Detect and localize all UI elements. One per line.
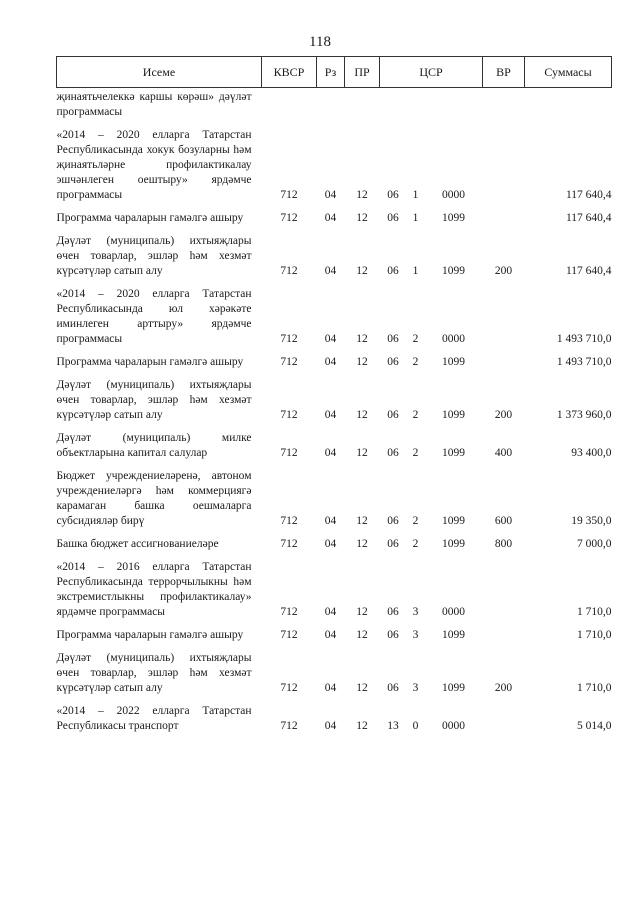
row-pr: 12 (356, 333, 368, 345)
table-row (57, 620, 612, 643)
row-sum: 1 493 710,0 (556, 333, 612, 345)
row-csr-program: 06 (387, 606, 399, 618)
table-row (57, 347, 612, 370)
table-row (57, 370, 612, 423)
row-name: җинаятьчелеккә каршы көрәш» дәүләт программасы (56, 91, 252, 118)
table-row (57, 88, 612, 121)
row-vr (483, 203, 525, 226)
table-row (57, 643, 612, 696)
row-sum: 1 373 960,0 (556, 409, 612, 421)
row-vr (483, 347, 525, 370)
row-rz: 04 (324, 629, 337, 641)
row-csr-subprogram: 3 (412, 682, 419, 694)
row-rz: 04 (324, 265, 337, 277)
row-sum (525, 88, 612, 121)
row-sum: 1 493 710,0 (556, 356, 612, 368)
header-csr: ЦСР (380, 57, 483, 88)
row-sum: 1 710,0 (577, 629, 612, 641)
row-csr-program: 06 (387, 682, 399, 694)
row-name: «2014 – 2016 елларга Татарстан Республикасында террорчылыкны һәм экстремистлыкны профилактикалау» ярдәмче программасы (56, 561, 252, 618)
row-csr-code: 1099 (442, 265, 465, 277)
row-vr: 200 (494, 409, 513, 421)
table-row (57, 203, 612, 226)
row-kvsr: 712 (280, 606, 298, 618)
row-vr (483, 620, 525, 643)
row-vr (483, 552, 525, 620)
row-csr-code: 0000 (442, 333, 465, 345)
header-name: Исеме (57, 57, 262, 88)
header-kvsr: КВСР (262, 57, 317, 88)
table-row (57, 120, 612, 203)
row-sum: 93 400,0 (571, 447, 612, 459)
row-sum: 1 710,0 (577, 606, 612, 618)
row-csr-subprogram: 2 (412, 515, 419, 527)
row-sum: 117 640,4 (565, 265, 612, 277)
row-rz: 04 (324, 333, 337, 345)
row-rz: 04 (324, 682, 337, 694)
row-rz: 04 (324, 212, 337, 224)
row-kvsr: 712 (280, 720, 298, 732)
row-csr-subprogram: 1 (412, 212, 419, 224)
row-name: Программа чараларын гамәлгә ашыру (56, 356, 244, 368)
row-vr: 600 (494, 515, 513, 527)
row-csr-subprogram: 3 (412, 606, 419, 618)
row-name: «2014 – 2022 елларга Татарстан Республикасы транспорт (56, 705, 252, 732)
row-pr: 12 (356, 356, 368, 368)
table-row (57, 279, 612, 347)
table-row (57, 226, 612, 279)
row-csr-code: 1099 (442, 629, 465, 641)
row-name: Программа чараларын гамәлгә ашыру (56, 629, 244, 641)
row-vr: 200 (494, 682, 513, 694)
row-csr-program: 06 (387, 538, 399, 550)
row-csr-program: 06 (387, 333, 399, 345)
row-rz: 04 (324, 606, 337, 618)
row-pr: 12 (356, 720, 368, 732)
row-kvsr: 712 (280, 682, 298, 694)
row-rz: 04 (324, 538, 337, 550)
row-vr: 800 (494, 538, 513, 550)
row-csr-program: 06 (387, 629, 399, 641)
row-pr (345, 88, 380, 121)
row-csr-subprogram: 2 (412, 538, 419, 550)
row-vr (483, 120, 525, 203)
row-csr-program: 06 (387, 515, 399, 527)
row-pr: 12 (356, 447, 368, 459)
row-csr-program (380, 88, 407, 121)
row-kvsr: 712 (280, 333, 298, 345)
row-csr-subprogram: 3 (412, 629, 419, 641)
row-kvsr: 712 (280, 409, 298, 421)
row-csr-code: 0000 (442, 606, 465, 618)
row-rz: 04 (324, 447, 337, 459)
row-rz: 04 (324, 356, 337, 368)
row-pr: 12 (356, 212, 368, 224)
header-sum: Суммасы (525, 57, 612, 88)
row-pr: 12 (356, 189, 368, 201)
row-csr-program: 13 (387, 720, 399, 732)
row-csr-code: 1099 (442, 356, 465, 368)
table-row (57, 552, 612, 620)
row-csr-subprogram (407, 88, 425, 121)
row-pr: 12 (356, 538, 368, 550)
row-vr: 200 (494, 265, 513, 277)
row-vr (483, 696, 525, 734)
row-rz: 04 (324, 720, 337, 732)
row-csr-subprogram: 2 (412, 409, 419, 421)
row-kvsr: 712 (280, 447, 298, 459)
row-sum: 1 710,0 (577, 682, 612, 694)
row-kvsr: 712 (280, 212, 298, 224)
row-csr-subprogram: 2 (412, 447, 419, 459)
row-name: «2014 – 2020 елларга Татарстан Республикасында юл хәрәкәте иминлеген арттыру» ярдәмче программасы (56, 288, 252, 345)
row-name: «2014 – 2020 елларга Татарстан Республикасында хокук бозуларны һәм җинаятьләрне профилактикалау эшчәнлеген оештыру» ярдәмче программасы (56, 129, 252, 201)
row-kvsr: 712 (280, 538, 298, 550)
row-csr-subprogram: 1 (412, 265, 419, 277)
row-kvsr: 712 (280, 629, 298, 641)
row-sum: 117 640,4 (565, 189, 612, 201)
row-sum: 5 014,0 (577, 720, 612, 732)
row-csr-subprogram: 2 (412, 356, 419, 368)
row-rz: 04 (324, 409, 337, 421)
table-row (57, 696, 612, 734)
row-csr-subprogram: 0 (412, 720, 419, 732)
row-csr-program: 06 (387, 447, 399, 459)
row-pr: 12 (356, 515, 368, 527)
row-csr-subprogram: 2 (412, 333, 419, 345)
row-kvsr (262, 88, 317, 121)
row-csr-code: 1099 (442, 538, 465, 550)
row-csr-program: 06 (387, 409, 399, 421)
row-rz (317, 88, 345, 121)
table-row (57, 529, 612, 552)
row-vr (483, 88, 525, 121)
row-pr: 12 (356, 629, 368, 641)
row-csr-program: 06 (387, 356, 399, 368)
row-kvsr: 712 (280, 515, 298, 527)
table-header-row (57, 57, 612, 88)
row-csr-program: 06 (387, 189, 399, 201)
row-csr-code: 1099 (442, 409, 465, 421)
table-body (57, 88, 612, 735)
row-csr-code (425, 88, 483, 121)
row-csr-code: 1099 (442, 682, 465, 694)
header-rz: Рз (317, 57, 345, 88)
budget-table (56, 56, 612, 734)
row-csr-code: 0000 (442, 720, 465, 732)
row-pr: 12 (356, 409, 368, 421)
row-kvsr: 712 (280, 356, 298, 368)
row-pr: 12 (356, 682, 368, 694)
row-vr: 400 (494, 447, 513, 459)
row-sum: 19 350,0 (571, 515, 612, 527)
row-pr: 12 (356, 265, 368, 277)
row-rz: 04 (324, 189, 337, 201)
row-csr-code: 1099 (442, 447, 465, 459)
row-csr-subprogram: 1 (412, 189, 419, 201)
row-name: Бюджет учреждениеләренә, автоном учреждениеләргә һәм коммерциягә карамаган башка оешмаларга субсидияләр бирү (56, 470, 252, 527)
row-csr-code: 0000 (442, 189, 465, 201)
header-vr: ВР (483, 57, 525, 88)
row-csr-code: 1099 (442, 212, 465, 224)
row-vr (483, 279, 525, 347)
row-name: Дәүләт (муниципаль) ихтыяҗлары өчен товарлар, эшләр һәм хезмәт күрсәтүләр сатып алу (56, 235, 252, 277)
row-name: Башка бюджет ассигнованиеләре (56, 538, 219, 550)
row-pr: 12 (356, 606, 368, 618)
row-csr-program: 06 (387, 265, 399, 277)
row-kvsr: 712 (280, 265, 298, 277)
table-row (57, 423, 612, 461)
row-name: Дәүләт (муниципаль) милке объектларына капитал салулар (56, 432, 252, 459)
row-name: Программа чараларын гамәлгә ашыру (56, 212, 244, 224)
table-row (57, 461, 612, 529)
row-kvsr: 712 (280, 189, 298, 201)
row-rz: 04 (324, 515, 337, 527)
row-csr-code: 1099 (442, 515, 465, 527)
header-pr: ПР (345, 57, 380, 88)
row-name: Дәүләт (муниципаль) ихтыяҗлары өчен товарлар, эшләр һәм хезмәт күрсәтүләр сатып алу (56, 379, 252, 421)
row-csr-program: 06 (387, 212, 399, 224)
page-number: 118 (309, 34, 331, 50)
row-sum: 7 000,0 (577, 538, 612, 550)
row-name: Дәүләт (муниципаль) ихтыяҗлары өчен товарлар, эшләр һәм хезмәт күрсәтүләр сатып алу (56, 652, 252, 694)
row-sum: 117 640,4 (565, 212, 612, 224)
